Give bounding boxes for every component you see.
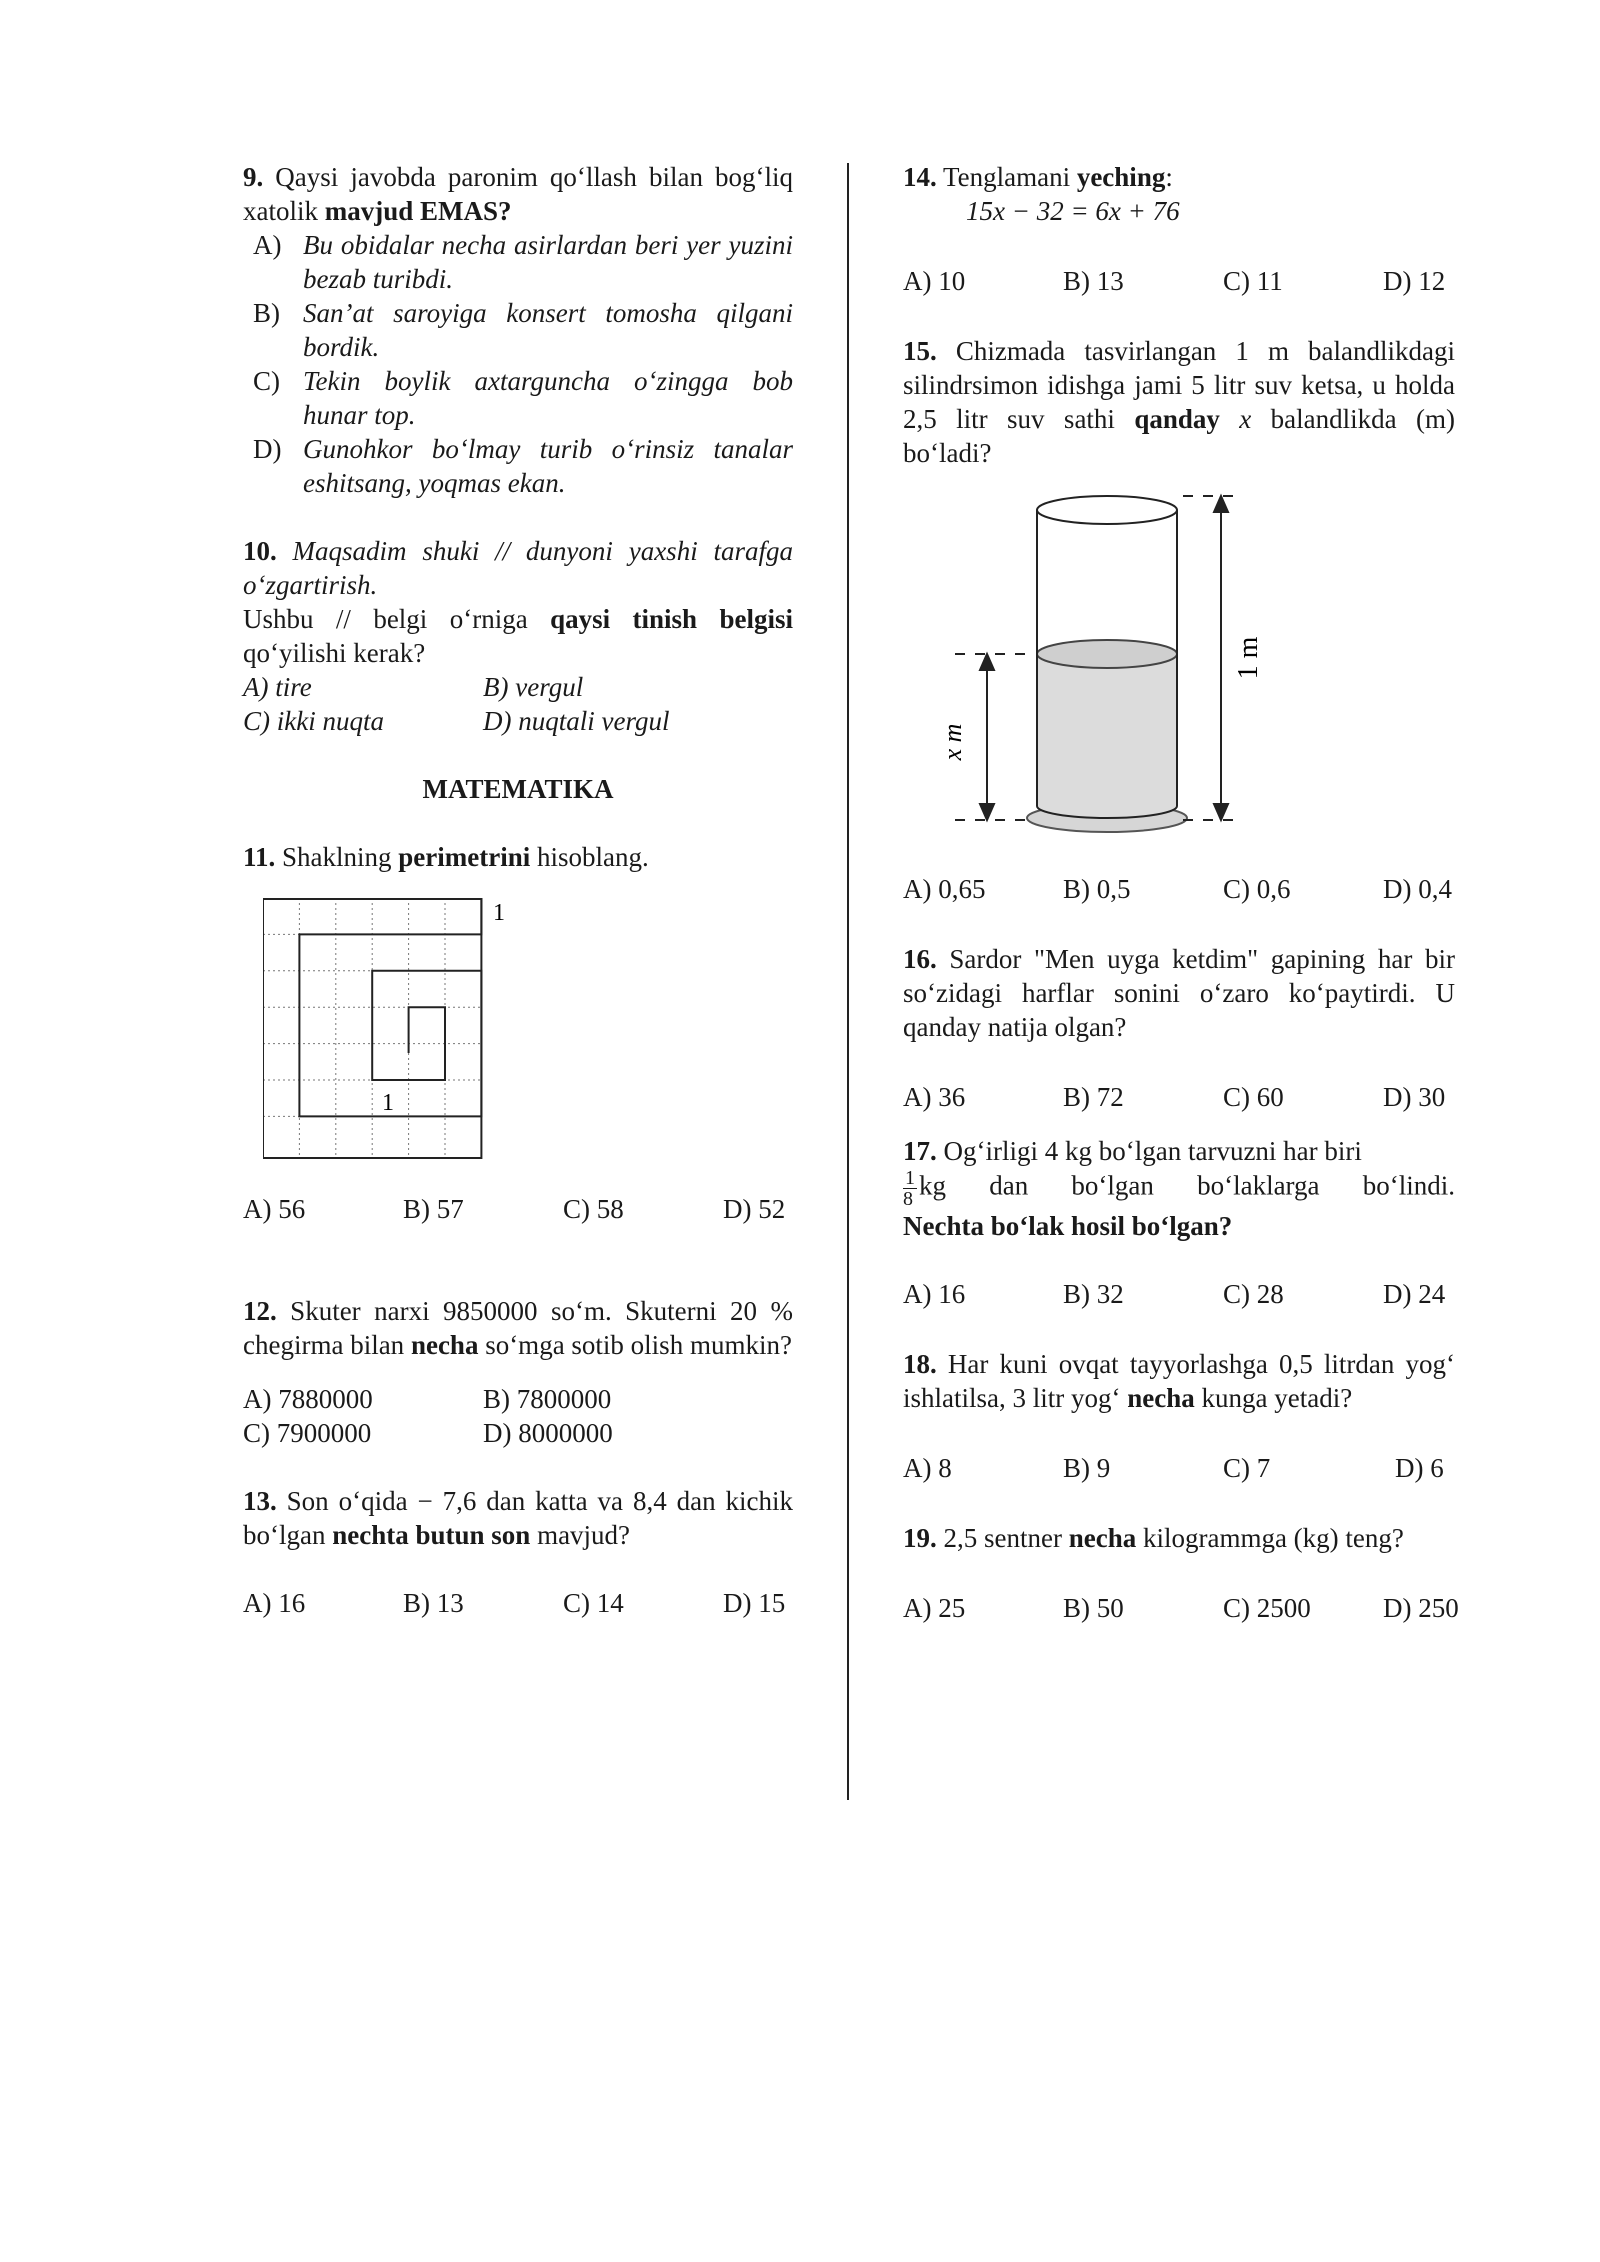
option-d[interactable]: D) 24: [1383, 1279, 1446, 1309]
question-19-text: [903, 1521, 1455, 1555]
cylinder-figure: [935, 486, 1275, 846]
question-number: 17.: [903, 1136, 937, 1166]
question-emphasis: perimetrini: [398, 842, 531, 872]
height-1m-marker: [1183, 496, 1235, 820]
fraction-numerator: 1: [905, 1167, 915, 1189]
option-c[interactable]: C) 60: [1223, 1082, 1284, 1112]
question-number: 18.: [903, 1349, 937, 1379]
option-text: San’at saroyiga konsert tomosha qilgani bordik.: [303, 298, 793, 362]
question-15-text: [903, 334, 1455, 470]
fraction: [903, 1168, 917, 1209]
option-b[interactable]: B) 32: [1063, 1279, 1124, 1309]
question-emphasis: nechta butun son: [332, 1520, 531, 1550]
option-b[interactable]: [243, 296, 793, 364]
answer-options: [243, 1586, 793, 1620]
option-a[interactable]: A) tire: [243, 672, 312, 702]
question-text: balandlikda (m) bo‘ladi?: [903, 404, 1456, 468]
column-divider: [847, 163, 849, 1800]
option-d[interactable]: D) nuqtali vergul: [483, 706, 670, 736]
question-17: [903, 1134, 1455, 1311]
option-d[interactable]: D) 30: [1383, 1082, 1446, 1112]
option-a[interactable]: A) 7880000: [243, 1384, 373, 1414]
option-a[interactable]: A) 0,65: [903, 874, 986, 904]
grid-figure: [263, 898, 533, 1168]
answer-options: [903, 264, 1455, 298]
question-emphasis: necha: [1127, 1383, 1195, 1413]
option-d[interactable]: D) 0,4: [1383, 874, 1452, 904]
option-b[interactable]: B) 50: [1063, 1593, 1124, 1623]
answer-options: [243, 1192, 793, 1226]
answer-options: [243, 1382, 793, 1450]
question-16-text: [903, 942, 1455, 1044]
option-a[interactable]: A) 8: [903, 1453, 952, 1483]
option-label: B): [253, 298, 280, 328]
question-emphasis: yeching: [1076, 162, 1166, 192]
option-text: Gunohkor bo‘lmay turib o‘rinsiz tanalar eshitsang, yoqmas ekan.: [303, 434, 793, 498]
variable-x: x: [1219, 404, 1252, 434]
option-c[interactable]: C) 58: [563, 1194, 624, 1224]
option-a[interactable]: A) 36: [903, 1082, 966, 1112]
option-a[interactable]: A) 10: [903, 266, 966, 296]
question-text: Har kuni ovqat tayyorlashga 0,5 litrdan yog‘ ishlatilsa, 3 litr yog‘: [903, 1349, 1455, 1413]
option-c[interactable]: C) 2500: [1223, 1593, 1311, 1623]
question-text: kg dan bo‘lgan bo‘laklarga bo‘lindi.: [919, 1170, 1455, 1201]
option-c[interactable]: [243, 364, 793, 432]
question-12: [243, 1294, 793, 1450]
question-text: Shaklning: [275, 842, 399, 872]
option-text: Tekin boylik axtarguncha o‘zingga bob hunar top.: [303, 366, 793, 430]
option-a[interactable]: A) 16: [903, 1279, 966, 1309]
option-c[interactable]: C) 14: [563, 1588, 624, 1618]
question-17-prompt: [903, 1209, 1455, 1243]
question-text: so‘mga sotib olish mumkin?: [478, 1330, 792, 1360]
option-c[interactable]: C) 0,6: [1223, 874, 1291, 904]
option-d[interactable]: [243, 432, 793, 500]
question-number: 9.: [243, 162, 264, 192]
question-9-text: [243, 160, 793, 228]
question-9: [243, 160, 793, 500]
question-14: [903, 160, 1455, 298]
question-emphasis: mavjud EMAS?: [324, 196, 512, 226]
question-10: [243, 534, 793, 738]
option-label: D): [253, 434, 282, 464]
cylinder-top: [1037, 496, 1177, 524]
option-d[interactable]: D) 250: [1383, 1593, 1459, 1623]
question-number: 10.: [243, 536, 277, 566]
question-11: [243, 840, 793, 1226]
fraction-denominator: 8: [903, 1188, 913, 1210]
option-b[interactable]: B) vergul: [483, 672, 584, 702]
option-label: A): [253, 230, 282, 260]
question-text: Ushbu // belgi o‘rniga: [243, 604, 551, 634]
answer-options: [903, 1080, 1455, 1114]
label-x: x m: [938, 723, 967, 761]
question-number: 15.: [903, 336, 937, 366]
option-c[interactable]: C) ikki nuqta: [243, 706, 384, 736]
question-emphasis: necha: [1068, 1523, 1137, 1553]
answer-options: [903, 1591, 1459, 1625]
question-text: 2,5 sentner: [936, 1523, 1069, 1553]
question-17-line2: [903, 1168, 1455, 1209]
option-b[interactable]: B) 9: [1063, 1453, 1111, 1483]
question-text: qo‘yilishi kerak?: [243, 638, 426, 668]
answer-options: [903, 1277, 1455, 1311]
option-b[interactable]: B) 13: [1063, 266, 1124, 296]
section-title: MATEMATIKA: [422, 774, 614, 804]
option-d[interactable]: D) 52: [723, 1194, 786, 1224]
option-b[interactable]: B) 7800000: [483, 1384, 612, 1414]
question-emphasis: qaysi tinish belgisi: [550, 604, 793, 634]
question-10-prompt: [243, 602, 793, 670]
question-text: kilogrammga (kg) teng?: [1136, 1523, 1404, 1553]
answer-options: [243, 228, 793, 500]
question-17-text: [903, 1134, 1455, 1168]
label-1m: 1 m: [1233, 636, 1264, 680]
option-a[interactable]: A) 25: [903, 1593, 966, 1623]
question-number: 11.: [243, 842, 276, 872]
option-a[interactable]: A) 56: [243, 1194, 306, 1224]
label-bottom: 1: [382, 1090, 394, 1116]
label-top: 1: [493, 900, 505, 926]
question-text: Qaysi javobda paronim qo‘llash bilan bog‘liq xatolik: [243, 162, 793, 226]
answer-options: [243, 670, 793, 738]
question-14-text: [903, 160, 1455, 194]
question-10-text: [243, 534, 793, 602]
question-number: 12.: [243, 1296, 277, 1326]
question-text: Son o‘qida − 7,6 dan katta va 8,4 dan kichik bo‘lgan: [243, 1486, 793, 1550]
option-b[interactable]: B) 0,5: [1063, 874, 1131, 904]
question-18: [903, 1347, 1455, 1485]
option-c[interactable]: C) 7: [1223, 1453, 1271, 1483]
question-emphasis: qanday: [1134, 404, 1220, 434]
question-emphasis: Nechta bo‘lak hosil bo‘lgan?: [903, 1211, 1233, 1241]
height-x-marker: [955, 654, 1035, 820]
option-d[interactable]: D) 6: [1395, 1453, 1444, 1483]
option-a[interactable]: A) 16: [243, 1588, 306, 1618]
question-19: [903, 1521, 1459, 1625]
question-number: 14.: [903, 162, 937, 192]
option-b[interactable]: B) 13: [403, 1588, 464, 1618]
option-b[interactable]: B) 57: [403, 1194, 464, 1224]
question-text: Sardor "Men uyga ketdim" gapining har bir so‘zidagi harflar sonini o‘zaro ko‘paytirdi. U qanday natija olgan?: [903, 944, 1455, 1042]
option-label: C): [253, 366, 280, 396]
question-text: kunga yetadi?: [1194, 1383, 1353, 1413]
option-b[interactable]: B) 72: [1063, 1082, 1124, 1112]
question-text: mavjud?: [530, 1520, 631, 1550]
question-text: Og‘irligi 4 kg bo‘lgan tarvuzni har biri: [936, 1136, 1362, 1166]
question-text: :: [1165, 162, 1173, 192]
equation: 15x − 32 = 6x + 76: [966, 196, 1180, 226]
question-12-text: [243, 1294, 793, 1362]
water-body: [1037, 654, 1177, 818]
question-13: [243, 1484, 793, 1620]
option-d[interactable]: D) 8000000: [483, 1418, 613, 1448]
question-text: Tenglamani: [936, 162, 1077, 192]
option-c[interactable]: C) 28: [1223, 1279, 1284, 1309]
question-number: 19.: [903, 1523, 937, 1553]
option-a[interactable]: [243, 228, 793, 296]
question-text: Skuter narxi 9850000 so‘m. Skuterni 20 % chegirma bilan: [243, 1296, 793, 1360]
question-text: Chizmada tasvirlangan 1 m balandlikdagi silindrsimon idishga jami 5 litr suv ketsa, u holda 2,5 litr suv sathi: [903, 336, 1455, 434]
left-column: [243, 160, 793, 1620]
option-d[interactable]: D) 12: [1383, 266, 1446, 296]
question-emphasis: necha: [410, 1330, 479, 1360]
water-surface: [1037, 640, 1177, 668]
answer-options: [903, 1451, 1455, 1485]
option-d[interactable]: D) 15: [723, 1588, 786, 1618]
question-18-text: [903, 1347, 1455, 1415]
option-c[interactable]: C) 7900000: [243, 1418, 372, 1448]
question-16: [903, 942, 1455, 1114]
question-15: [903, 334, 1455, 906]
right-column: [903, 160, 1459, 1625]
option-c[interactable]: C) 11: [1223, 266, 1283, 296]
question-text: hisoblang.: [530, 842, 649, 872]
answer-options: [903, 872, 1455, 906]
question-quote: Maqsadim shuki // dunyoni yaxshi tarafga o‘zgartirish.: [243, 536, 793, 600]
question-11-text: [243, 840, 793, 874]
option-text: Bu obidalar necha asirlardan beri yer yuzini bezab turibdi.: [303, 230, 793, 294]
question-number: 13.: [243, 1486, 277, 1516]
question-13-text: [243, 1484, 793, 1552]
question-number: 16.: [903, 944, 937, 974]
